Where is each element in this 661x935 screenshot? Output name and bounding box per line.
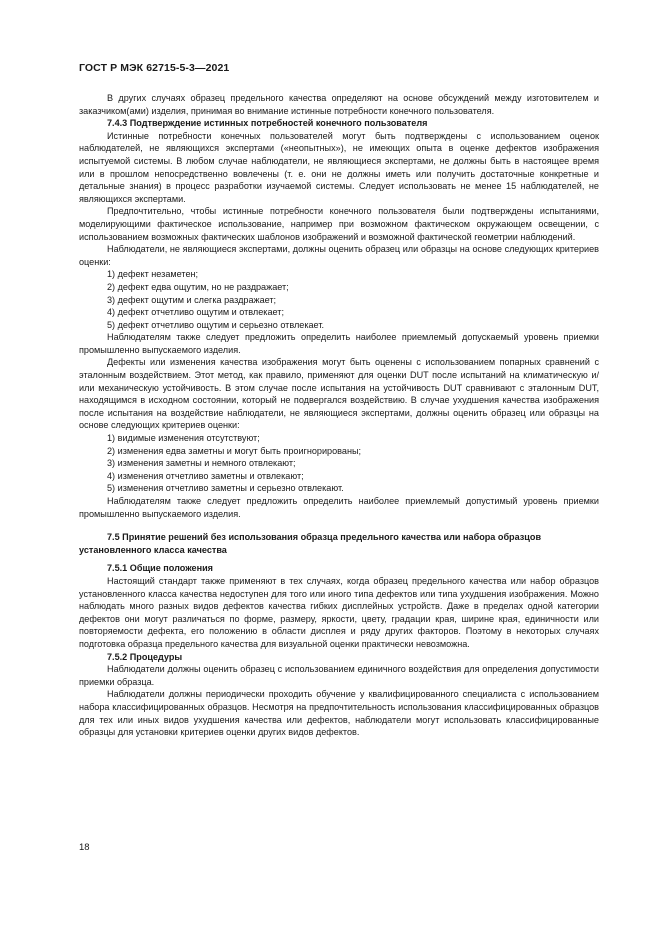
section-heading-7-5: 7.5 Принятие решений без использования образца предельного качества или набора образцов установленного класса качества bbox=[79, 532, 542, 555]
list-item: 1) дефект незаметен; bbox=[107, 269, 199, 280]
standard-header: ГОСТ Р МЭК 62715-5-3—2021 bbox=[79, 62, 230, 74]
page-number: 18 bbox=[79, 842, 90, 853]
paragraph: Наблюдатели, не являющиеся экспертами, должны оценить образец или образцы на основе следующих критериев оценки: bbox=[79, 244, 599, 267]
list-item: 1) видимые изменения отсутствуют; bbox=[107, 433, 260, 444]
list-item: 2) дефект едва ощутим, но не раздражает; bbox=[107, 281, 289, 292]
paragraph: Наблюдатели должны оценить образец с использованием единичного воздействия для определения допустимости приемки образца. bbox=[79, 664, 599, 687]
paragraph: Истинные потребности конечных пользователей могут быть подтверждены с использованием оценок наблюдателей, не являющихся экспертами («неопытных»), не имеющих опыта в оценке дефектов изображения испытуемой системы. В любом случае наблюдатели, не являющиеся экспертами, не должны быть в настоящее время или в прошлом непосредственно вовлечены (т. е. они не должны иметь или получить достаточные конкретные и детальные знания) в процесс разработки изучаемой системы. Следует использовать не менее 15 наблюдателей, не являющихся экспертами. bbox=[79, 130, 599, 204]
list-item: 2) изменения едва заметны и могут быть проигнорированы; bbox=[107, 445, 362, 456]
section-heading-7-5-1: 7.5.1 Общие положения bbox=[107, 563, 213, 574]
list-item: 3) дефект ощутим и слегка раздражает; bbox=[107, 294, 277, 305]
list-item: 5) изменения отчетливо заметны и серьезно отвлекают. bbox=[107, 483, 344, 494]
paragraph: Настоящий стандарт также применяют в тех случаях, когда образец предельного качества или набор образцов установленного класса качества недоступен для того или иного типа дефектов или типа ухудшения изображения. Можно наблюдать много разных видов дефектов качества гибких дисплейных устройств. Даже в пределах одной категории дефектов они могут различаться по форме, размеру, яркости, цвету, градации края, ширине края, единичности или повторяемости дефекта, его положению в области дисплея и ряду других факторов. Поэтому в некоторых случаях подготовка образца предельного качества для визуальной оценки практически невозможна. bbox=[79, 575, 599, 649]
list-item: 3) изменения заметны и немного отвлекают; bbox=[107, 458, 296, 469]
list-item: 4) дефект отчетливо ощутим и отвлекает; bbox=[107, 307, 284, 318]
list-item: 5) дефект отчетливо ощутим и серьезно отвлекает. bbox=[107, 319, 325, 330]
section-heading-7-5-2: 7.5.2 Процедуры bbox=[107, 651, 183, 662]
section-heading-7-4-3: 7.4.3 Подтверждение истинных потребностей конечного пользователя bbox=[107, 118, 428, 129]
paragraph: Предпочтительно, чтобы истинные потребности конечного пользователя были подтверждены испытаниями, моделирующими фактическое использование, например при возможном фактическом окружающем освещении, с использованием возможных фактических шаблонов изображений и возможной фактической геометрии наблюдений. bbox=[79, 206, 599, 242]
document-body bbox=[79, 92, 599, 739]
paragraph: В других случаях образец предельного качества определяют на основе обсуждений между изготовителем и заказчиком(ами) изделия, принимая во внимание истинные потребности конечного пользователя. bbox=[79, 93, 599, 116]
list-item: 4) изменения отчетливо заметны и отвлекают; bbox=[107, 470, 304, 481]
paragraph: Наблюдателям также следует предложить определить наиболее приемлемый допускаемый уровень приемки промышленно выпускаемого изделия. bbox=[79, 332, 599, 355]
paragraph: Наблюдатели должны периодически проходить обучение у квалифицированного специалиста с использованием набора классифицированных образцов. Несмотря на предпочтительность использования классифицированных образцов для тех или иных видов ухудшения качества или дефектов, наблюдатели могут использовать классифицированные образцы для установки критериев оценки других видов дефектов. bbox=[79, 689, 599, 738]
paragraph: Дефекты или изменения качества изображения могут быть оценены с использованием попарных сравнений с эталонным воздействием. Этот метод, как правило, применяют для оценки DUT после испытаний на климатическую и/или механическую устойчивость. В этом случае после испытания на устойчивость DUT сравнивают с эталонным DUT, находящимся в исходном состоянии, который не подвергался воздействию. В случае ухудшения качества изображения после испытания на воздействие наблюдатели, не являющиеся экспертами, должны оценить образец или образцы на основе следующих критериев оценки: bbox=[79, 357, 599, 431]
paragraph: Наблюдателям также следует предложить определить наиболее приемлемый допустимый уровень приемки промышленно выпускаемого изделия. bbox=[79, 496, 599, 519]
